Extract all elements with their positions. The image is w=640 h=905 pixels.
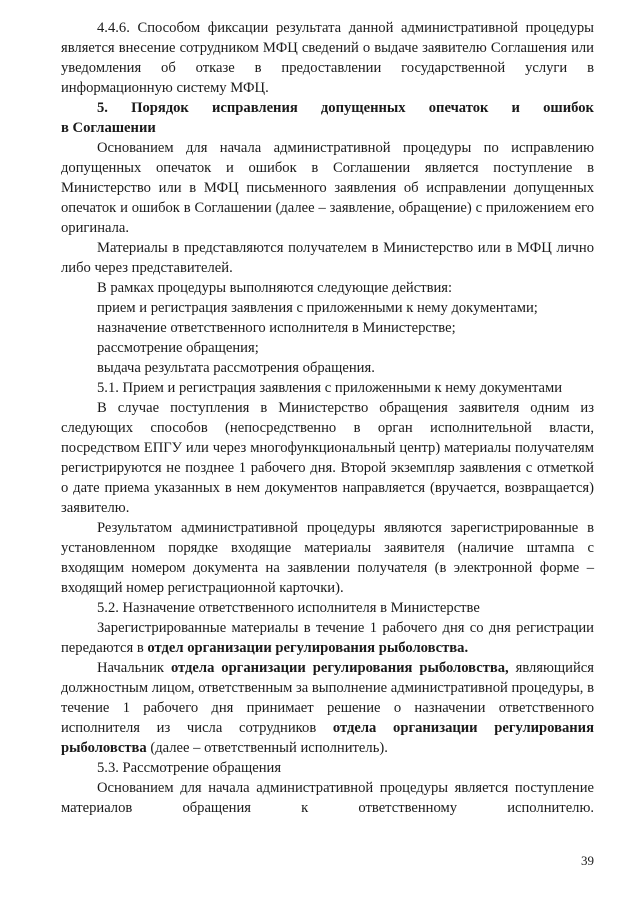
paragraph-review-basis: Основанием для начала административной процедуры является поступление материалов обращения к ответственному исполнителю.: [61, 780, 594, 816]
text-run: Начальник: [97, 660, 171, 676]
paragraph-transfer: [61, 618, 594, 658]
subsection-5-3-title: 5.3. Рассмотрение обращения: [97, 760, 282, 776]
paragraph-assignment: [61, 658, 594, 758]
heading-line-1: [61, 98, 594, 118]
paragraph-materials: Материалы в представляются получателем в Министерство или в МФЦ лично либо через представителей.: [61, 240, 594, 276]
paragraph-actions-intro: В рамках процедуры выполняются следующие действия:: [97, 280, 453, 296]
heading-word: ошибок: [543, 100, 594, 116]
department-name: отдел организации регулирования рыболовства.: [147, 640, 469, 656]
department-name: отдела организации регулирования рыболовства,: [170, 660, 509, 676]
paragraph-registration: В случае поступления в Министерство обращения заявителя одним из следующих способов (непосредственно в орган исполнительной власти, посредством ЕПГУ или через многофункциональный центр) материалы получателям регистрируются не позднее 1 рабочего дня. Второй экземпляр заявления с отметкой о дате приема указанных в нем документов направляется (вручается, возвращается) заявителю.: [61, 400, 594, 516]
subsection-5-1-title: 5.1. Прием и регистрация заявления с приложенными к нему документами: [97, 380, 563, 396]
text-run: Зарегистрированные материалы в течение 1 рабочего дня со дня регистрации передаются в: [61, 620, 594, 656]
heading-word: Порядок: [131, 100, 189, 116]
paragraph-4-4-6: 4.4.6. Способом фиксации результата данной административной процедуры является внесение сотрудником МФЦ сведений о выдаче заявителю Соглашения или уведомления об отказе в предоставлении государственной услуги в информационную систему МФЦ.: [61, 20, 594, 96]
text-run: (далее – ответственный исполнитель).: [146, 740, 388, 756]
paragraph-result: Результатом административной процедуры являются зарегистрированные в установленном порядке входящие материалы заявителя (наличие штампа с входящим номером документа на заявлении получателя (в электронной форме – входящий номер регистрационной карточки).: [61, 520, 594, 596]
action-item: прием и регистрация заявления с приложенными к нему документами;: [97, 300, 538, 316]
heading-word: исправления: [211, 100, 298, 116]
department-name: отдела организации регулирования рыболовства: [61, 720, 594, 756]
section-5-heading: [61, 98, 594, 138]
text-run: являющийся должностным лицом, ответственным за выполнение административной процедуры, в течение 1 рабочего дня принимает решение о назначении ответственного исполнителя из числа сотрудников: [61, 660, 594, 736]
action-item: рассмотрение обращения;: [97, 340, 259, 356]
action-item: назначение ответственного исполнителя в Министерстве;: [97, 320, 456, 336]
paragraph-basis: Основанием для начала административной процедуры по исправлению допущенных опечаток и ошибок в Соглашении является поступление в Министерство или в МФЦ письменного заявления об исправлении допущенных опечаток и ошибок в Соглашении (далее – заявление, обращение) с приложением его оригинала.: [61, 140, 594, 236]
heading-line-2: в Соглашении: [61, 120, 156, 136]
action-item: выдача результата рассмотрения обращения.: [97, 360, 375, 376]
heading-word: 5.: [97, 100, 108, 116]
heading-word: и: [511, 100, 520, 116]
document-page: [61, 18, 594, 818]
heading-word: допущенных: [320, 100, 406, 116]
heading-word: опечаток: [428, 100, 489, 116]
page-number: 39: [581, 853, 594, 868]
subsection-5-2-title: 5.2. Назначение ответственного исполнителя в Министерстве: [97, 600, 480, 616]
